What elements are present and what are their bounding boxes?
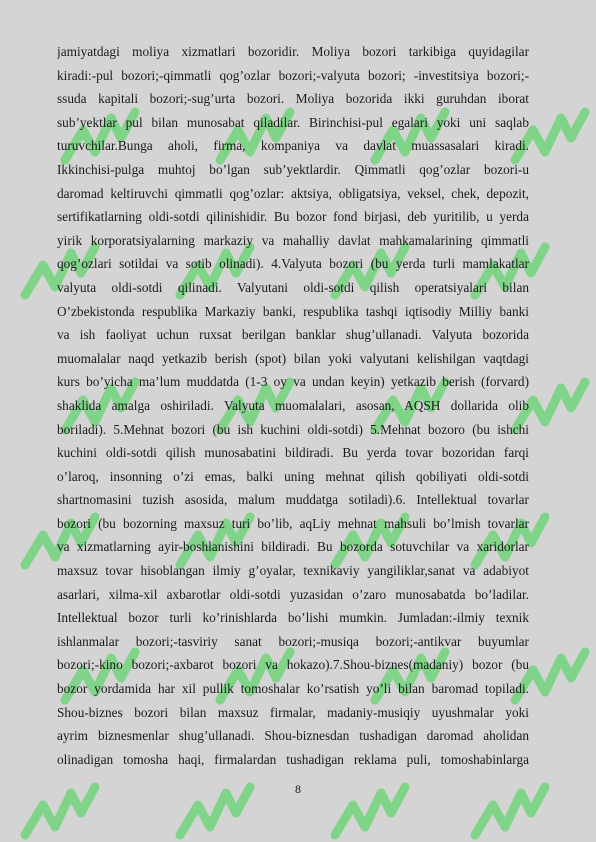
text-line: maxsuz tovar hisoblangan ilmiy g’oyalar, texnikaviy yangiliklar,sanat va adabiyot xyxy=(57,563,529,579)
text-line: jamiyatdagi moliya xizmatlari bozoridir. Moliya bozori tarkibiga quyidagilar xyxy=(57,44,529,59)
text-line: o’laroq, insonning o’zi emas, balki uning mehnat qilish qobiliyati oldi-sotdi xyxy=(57,468,529,484)
text-line: Ikkinchisi-pulga muhtoj bo’lgan sub’yektlardir. Qimmatli qog’ozlar bozori-u xyxy=(57,161,529,177)
text-line: daromad keltiruvchi qimmatli qog’ozlar: aktsiya, obligatsiya, veksel, chek, depozit, xyxy=(57,185,529,201)
text-line: qog’ozlari sotildai va sotib olinadi). 4.Valyuta bozori (bu yerda turli mamlakatlar xyxy=(57,256,529,272)
text-line: bozor yordamida har xil pullik tomoshalar ko’rsatish yo’li bilan baromad topiladi. xyxy=(57,681,529,697)
text-line: turuvchilar.Bunga aholi, firma, kompaniya va davlat muassasalari kiradi. xyxy=(57,138,529,154)
text-line: yirik korporatsiyalarning markaziy va mahalliy davlat mahkamalarining qimmatli xyxy=(57,232,529,248)
text-line: kiradi:-pul bozori;-qimmatli qog’ozlar bozori;-valyuta bozori; -investitsiya bozori;- xyxy=(57,67,529,83)
text-line: boriladi). 5.Mehnat bozori (bu ish kuchini oldi-sotdi) 5.Mehnat bozoro (bu ishchi xyxy=(57,421,529,437)
body-text xyxy=(57,40,529,771)
text-line: Shou-biznes bozori bilan maxsuz firmalar, madaniy-musiqiy uyushmalar yoki xyxy=(57,704,529,720)
text-line: sertifikatlarning oldi-sotdi qilinishidir. Bu bozor fond birjasi, deb yuritilib, u yerda xyxy=(57,209,529,225)
text-line: sub’yektlar pul bilan munosabat qiladilar. Birinchisi-pul egalari yoki uni saqlab xyxy=(57,114,529,130)
text-line: va ish faoliyat uchun ruxsat berilgan banklar shug’ullanadi. Valyuta bozorida xyxy=(57,327,529,343)
text-line: ayrim biznesmenlar shug’ullanadi. Shou-biznesdan tushadigan daromad aholidan xyxy=(57,728,529,744)
text-line: olinadigan tomosha haqi, firmalardan tushadigan reklama puli, tomoshabinlarga xyxy=(57,751,529,767)
text-line: valyuta oldi-sotdi qilinadi. Valyutani oldi-sotdi qilish operatsiyalari bilan xyxy=(57,279,529,295)
text-line: ssuda kapitali bozori;-sug’urta bozori. Moliya bozorida ikki guruhdan iborat xyxy=(57,91,529,107)
text-line: asarlari, xilma-xil axbarotlar oldi-sotdi yuzasidan o’zaro munosabatda bo’ladilar. xyxy=(57,586,529,602)
text-line: bozori;-kino bozori;-axbarot bozori va hokazo).7.Shou-biznes(madaniy) bozor (bu xyxy=(57,657,529,673)
text-line: O’zbekistonda respublika Markaziy banki, respublika tashqi iqtisodiy Milliy banki xyxy=(57,303,529,319)
text-line: shaklida amalga oshiriladi. Valyuta muomalalari, asosan, AQSH dollarida olib xyxy=(57,397,529,413)
text-line: Intellektual bozor turli ko’rinishlarda bo’lishi mumkin. Jumladan:-ilmiy texnik xyxy=(57,610,529,626)
text-line: ishlanmalar bozori;-tasviriy sanat bozori;-musiqa bozori;-antikvar buyumlar xyxy=(57,633,529,649)
text-line: shartnomasini tuzish asosida, malum muddatga sotiladi).6. Intellektual tovarlar xyxy=(57,492,529,508)
text-line: bozori (bu bozorning maxsuz turi bo’lib, aqLiy mehnat mahsuli bo’lmish tovarlar xyxy=(57,515,529,531)
text-line: va xizmatlarning ayir-boshlanishini bildiradi. Bu bozorda sotuvchilar va xaridorlar xyxy=(57,539,529,555)
text-line: kurs bo’yicha ma’lum muddatda (1-3 oy va undan keyin) yetkazib berish (forvard) xyxy=(57,374,529,390)
page-number: 8 xyxy=(295,782,301,796)
text-line: kuchini oldi-sotdi qilish munosabatini bildiradi. Bu yerda tovar bozoridan farqi xyxy=(57,445,529,461)
text-line: muomalalar naqd yetkazib berish (spot) bilan yoki valyutani kelishilgan vaqtdagi xyxy=(57,350,529,366)
